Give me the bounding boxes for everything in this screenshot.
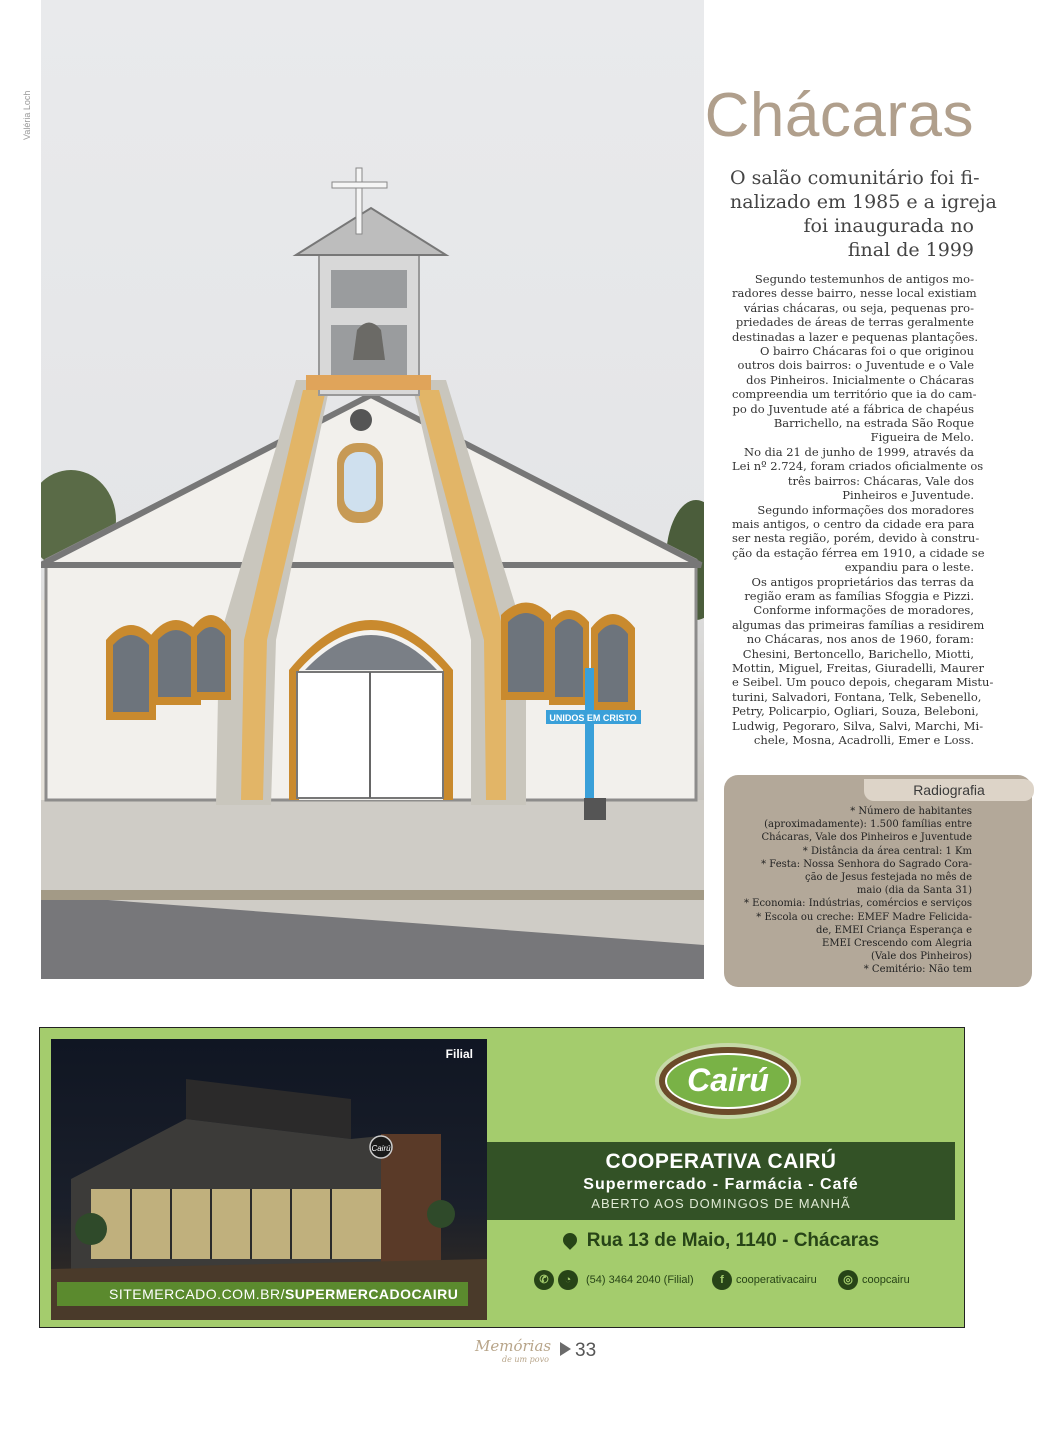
page-title: Chácaras: [704, 81, 974, 150]
body-line: ser nesta região, porém, devido à constru-: [732, 531, 980, 546]
store-sign: Cairú: [371, 1144, 391, 1153]
body-line: Petry, Policarpio, Ogliari, Souza, Beleboni,: [732, 704, 979, 719]
subtitle-line: foi inaugurada no: [803, 215, 974, 237]
church-sign: UNIDOS EM CRISTO: [549, 713, 637, 723]
radiografia-box: [724, 775, 1032, 987]
church-illustration: [41, 0, 704, 979]
radiografia-line: (Vale dos Pinheiros): [871, 951, 972, 963]
whatsapp-icon: ◔: [558, 1270, 578, 1290]
radiografia-line: * Festa: Nossa Senhora do Sagrado Cora-: [761, 858, 972, 870]
radiografia-line: * Número de habitantes: [850, 806, 972, 817]
facebook-icon: f: [712, 1270, 732, 1290]
radiografia-line: (aproximadamente): 1.500 famílias entre: [764, 819, 972, 831]
radiografia-line: Chácaras, Vale dos Pinheiros e Juventude: [761, 832, 972, 844]
body-line: Chesini, Bertoncello, Barichello, Miotti,: [742, 646, 974, 661]
store-illustration: [51, 1039, 487, 1320]
body-line: Mottin, Miguel, Freitas, Giuradelli, Maurer: [732, 660, 984, 675]
radiografia-line: * Escola ou creche: EMEF Madre Felicida-: [756, 911, 972, 923]
radiografia-line: de, EMEI Criança Esperança e: [815, 924, 972, 936]
subtitle-line: nalizado em 1985 e a igreja: [730, 191, 997, 213]
article-body: [732, 272, 994, 747]
body-line: destinadas a lazer e pequenas plantações.: [732, 329, 978, 344]
cairu-logo: [655, 1043, 801, 1119]
subtitle-line: O salão comunitário foi fi-: [730, 167, 980, 189]
instagram-icon: ◎: [838, 1270, 858, 1290]
photo-credit: Valéria Loch: [22, 90, 32, 140]
body-line: Os antigos proprietários das terras da: [751, 574, 974, 589]
body-line: po do Juventude até a fábrica de chapéus: [732, 401, 974, 416]
radiografia-list: [742, 805, 972, 977]
body-line: priedades de áreas de terras geralmente: [735, 315, 974, 330]
body-line: e Seibel. Um pouco depois, chegaram Mistu-: [732, 675, 994, 690]
body-line: outros dois bairros: o Juventude e o Vale: [737, 358, 974, 373]
contact-bar: [534, 1269, 954, 1295]
phone-icon: ✆: [534, 1270, 554, 1290]
body-line: região eram as famílias Sfoggia e Pizzi.: [744, 588, 974, 603]
band-title: COOPERATIVA CAIRÚ: [605, 1150, 837, 1173]
body-line: Figueira de Melo.: [870, 430, 974, 445]
band-services: Supermercado - Farmácia - Café: [583, 1176, 859, 1193]
location-pin-icon: [560, 1230, 580, 1250]
radiografia-heading: Radiografia: [864, 779, 1034, 801]
body-line: três bairros: Chácaras, Vale dos: [787, 473, 974, 488]
radiografia-line: * Cemitério: Não tem: [863, 964, 972, 976]
radiografia-line: * Economia: Indústrias, comércios e serviços: [743, 898, 972, 910]
subtitle: [730, 166, 997, 262]
body-line: turini, Salvadori, Fontana, Telk, Sebenello,: [732, 689, 982, 704]
radiografia-line: ção de Jesus festejada no mês de: [804, 872, 972, 884]
body-line: no Chácaras, nos anos de 1960, foram:: [746, 632, 974, 647]
body-line: Barrichello, na estrada São Roque: [773, 416, 974, 431]
body-line: Pinheiros e Juventude.: [842, 488, 974, 503]
body-line: Conforme informações de moradores,: [753, 603, 974, 618]
subtitle-line: final de 1999: [847, 239, 974, 261]
body-line: chele, Mosna, Acadrolli, Emer e Loss.: [753, 733, 974, 747]
body-line: No dia 21 de junho de 1999, através da: [744, 444, 974, 459]
body-line: Segundo testemunhos de antigos mo-: [754, 272, 974, 286]
body-line: algumas das primeiras famílias a residirem: [732, 617, 985, 632]
page-number: 33: [575, 1340, 597, 1361]
body-line: expandiu para o leste.: [844, 560, 974, 575]
body-line: dos Pinheiros. Inicialmente o Chácaras: [746, 372, 974, 387]
body-line: ção da estação férrea em 1910, a cidade se: [732, 545, 985, 560]
store-photo: [51, 1039, 487, 1320]
logo-line-2: de um povo: [502, 1355, 549, 1364]
church-photo: [41, 0, 704, 979]
phone-number[interactable]: (54) 3464 2040 (Filial): [586, 1274, 694, 1286]
body-line: Ludwig, Pegoraro, Silva, Salvi, Marchi, Mi-: [732, 718, 984, 733]
body-line: compreendia um território que ia do cam-: [732, 387, 977, 402]
body-line: várias chácaras, ou seja, pequenas pro-: [743, 300, 974, 315]
website-link[interactable]: SITEMERCADO.COM.BR/SUPERMERCADOCAIRU: [57, 1282, 468, 1306]
cooperative-band: [487, 1142, 955, 1220]
filial-label: Filial: [445, 1047, 473, 1061]
band-hours: ABERTO AOS DOMINGOS DE MANHÃ: [591, 1196, 851, 1211]
body-line: mais antigos, o centro da cidade era para: [732, 516, 975, 531]
arrow-icon: [560, 1342, 571, 1356]
radiografia-line: EMEI Crescendo com Alegria: [822, 938, 972, 950]
body-line: radores desse bairro, nesse local existiam: [732, 286, 977, 301]
radiografia-line: * Distância da área central: 1 Km: [802, 845, 972, 857]
facebook-handle[interactable]: cooperativacairu: [736, 1274, 817, 1286]
logo-text: Cairú: [665, 1053, 791, 1109]
logo-line-1: Memórias: [475, 1337, 552, 1355]
body-line: Segundo informações dos moradores: [757, 502, 974, 517]
instagram-handle[interactable]: coopcairu: [862, 1274, 910, 1286]
body-line: Lei nº 2.724, foram criados oficialmente os: [732, 459, 984, 474]
body-line: O bairro Chácaras foi o que originou: [759, 344, 974, 359]
radiografia-line: maio (dia da Santa 31): [856, 885, 972, 897]
cairu-advertisement[interactable]: [39, 1027, 965, 1328]
memorias-logo: [470, 1336, 580, 1364]
store-address: Rua 13 de Maio, 1140 - Chácaras: [487, 1230, 955, 1252]
